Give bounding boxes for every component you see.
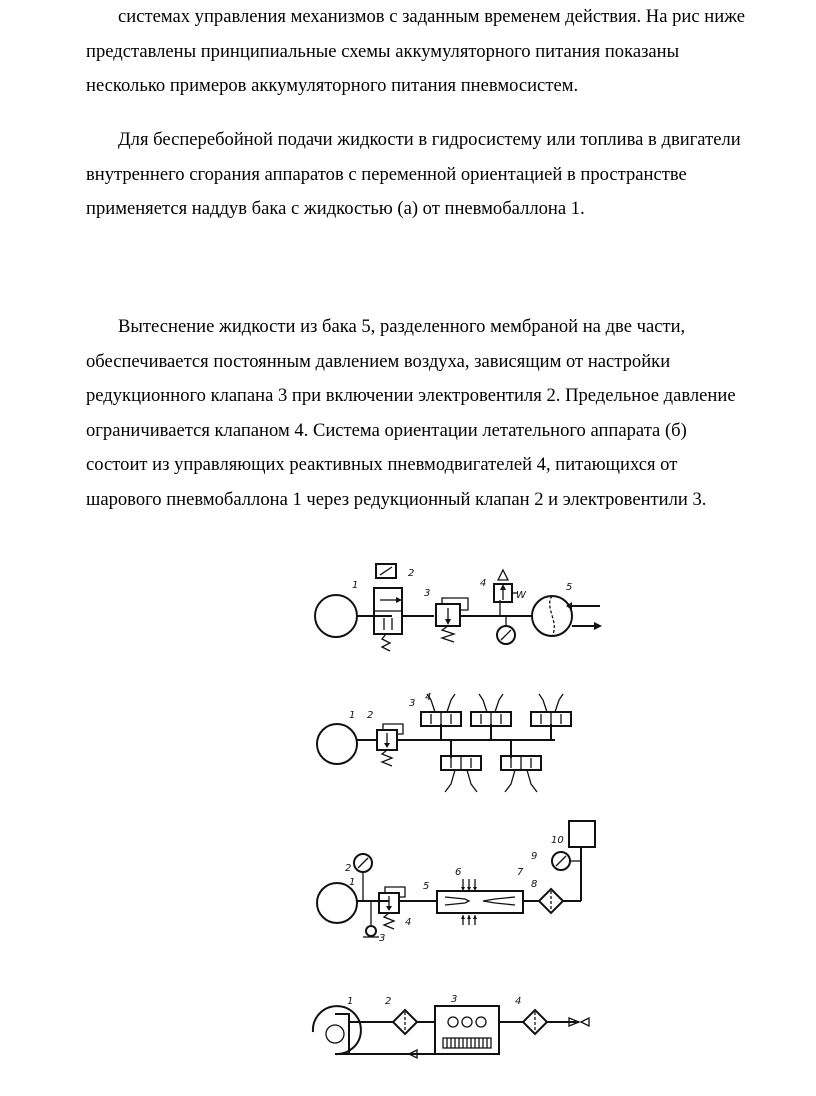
control-unit-icon	[435, 1006, 499, 1054]
label-1: 1	[352, 580, 359, 591]
valve-wheel-icon	[363, 901, 379, 937]
blower-icon	[313, 1006, 361, 1054]
label-8: 8	[531, 879, 538, 890]
pressure-gauge-icon	[552, 852, 581, 870]
label-5: 5	[566, 582, 573, 593]
label-2: 2	[345, 863, 352, 874]
pneumatic-cylinder-icon	[315, 595, 357, 637]
label-3: 3	[379, 933, 386, 944]
diagram-tank-pressurization	[300, 560, 620, 660]
label-9: 9	[531, 851, 538, 862]
reducing-valve-icon	[377, 724, 403, 766]
consumer-box-icon	[569, 821, 595, 847]
paragraph-3	[86, 310, 816, 517]
text-line: применяется наддув бака с жидкостью (а) от пневмобаллона 1.	[86, 198, 585, 219]
fuel-tank-icon	[532, 596, 602, 636]
label-4: 4	[515, 996, 522, 1007]
label-1: 1	[349, 710, 356, 721]
solenoid-valve-icon	[374, 564, 402, 651]
filter-icon	[539, 889, 563, 913]
label-2: 2	[408, 568, 415, 579]
label-3: 3	[424, 588, 431, 599]
label-4: 4	[480, 578, 487, 589]
paragraph-1	[86, 0, 816, 104]
label-3: 3	[451, 994, 458, 1005]
label-4: 4	[425, 692, 432, 703]
text-line: Для бесперебойной подачи жидкости в гидросистему или топлива в двигатели	[118, 129, 741, 150]
diagram-attitude-control	[305, 680, 595, 810]
diagram-ejector-system	[305, 815, 605, 945]
text-line: редукционного клапана 3 при включении электровентиля 2. Предельное давление	[86, 385, 736, 406]
text-line: системах управления механизмов с заданным временем действия. На рис ниже	[118, 6, 746, 27]
paragraph-2	[86, 123, 816, 227]
reducing-valve-icon	[436, 598, 468, 642]
pressure-gauge-icon	[354, 854, 372, 901]
label-1: 1	[349, 877, 356, 888]
label-4: 4	[405, 917, 412, 928]
diagram-blower-system	[305, 990, 605, 1070]
label-7: 7	[517, 867, 524, 878]
relief-valve-icon	[494, 570, 518, 616]
label-10: 10	[551, 835, 564, 846]
filter-icon	[523, 1010, 547, 1034]
label-w: W	[516, 590, 526, 601]
text-line: ограничивается клапаном 4. Система ориентации летательного аппарата (б)	[86, 419, 687, 441]
spherical-tank-icon	[317, 724, 357, 764]
text-line: внутреннего сгорания аппаратов с переменной ориентацией в пространстве	[86, 163, 687, 185]
solenoid-valve-group-bottom	[441, 756, 541, 792]
ejector-icon	[437, 879, 523, 925]
text-line: представлены принципиальные схемы аккумуляторного питания показаны	[86, 40, 680, 62]
text-line: обеспечивается постоянным давлением воздуха, зависящим от настройки	[86, 350, 671, 372]
text-line: несколько примеров аккумуляторного питания пневмосистем.	[86, 75, 579, 96]
label-6: 6	[455, 867, 462, 878]
text-line: Вытеснение жидкости из бака 5, разделенного мембраной на две части,	[118, 316, 686, 337]
label-2: 2	[385, 996, 392, 1007]
pressure-gauge-icon	[497, 616, 515, 644]
text-line: состоит из управляющих реактивных пневмодвигателей 4, питающихся от	[86, 454, 678, 475]
reducing-valve-icon	[379, 887, 405, 929]
label-5: 5	[423, 881, 430, 892]
solenoid-valve-group-top	[421, 694, 571, 726]
label-2: 2	[367, 710, 374, 721]
tank-icon	[317, 883, 357, 923]
label-3: 3	[409, 698, 416, 709]
filter-icon	[393, 1010, 417, 1034]
text-line: шарового пневмобаллона 1 через редукционный клапан 2 и электровентили 3.	[86, 488, 707, 510]
label-1: 1	[347, 996, 354, 1007]
